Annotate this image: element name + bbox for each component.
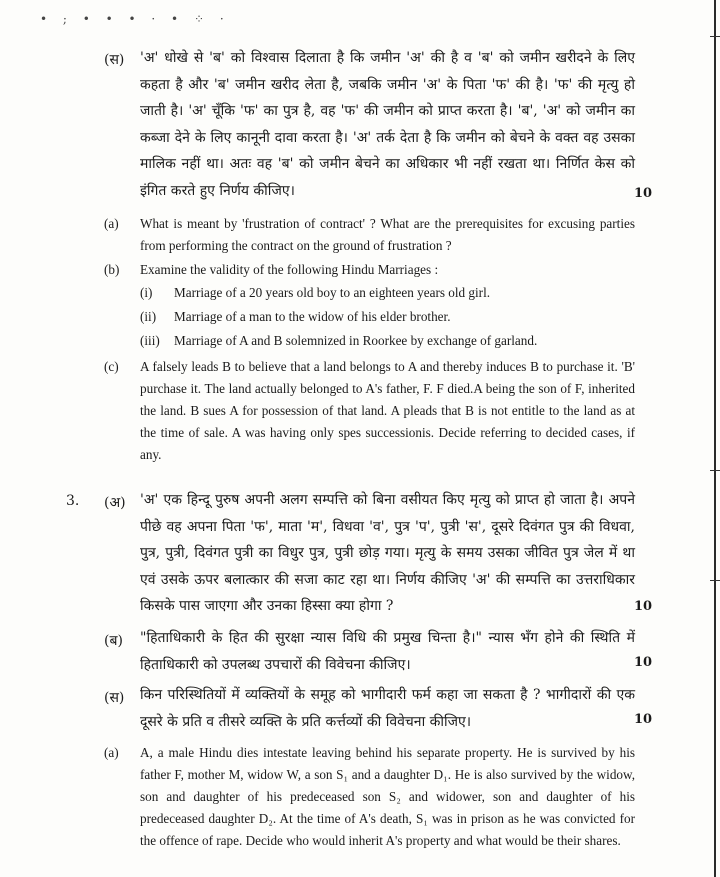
question-text: A falsely leads B to believe that a land belongs to A and thereby induces B to purchase it. 'B' purchase it. The land actually belonged to A's father, F. F died.A being the son of F, inherited the land. B sues A for possession of that land. A pleads that B is not entitle to the land as at the time of sale. A was having only spes successionis. Decide referring to decided cases, if any.	[140, 359, 635, 462]
part-label: (c)	[104, 359, 119, 374]
item-number: (iii)	[140, 333, 160, 348]
part-label: (ब)	[104, 633, 123, 649]
item-number: (ii)	[140, 309, 157, 324]
marks: 10	[634, 186, 653, 201]
part-label: (स)	[104, 52, 125, 68]
question-text: "हिताधिकारी के हित की सुरक्षा न्यास विधि की प्रमुख चिन्ता है।" न्यास भँग होने की स्थिति में हिताधिकारी को उपलब्ध उपचारों की विवेचना कीजिए।	[140, 630, 635, 673]
part-label: (b)	[104, 262, 120, 277]
part-label: (स)	[104, 690, 125, 706]
item-text: Marriage of A and B solemnized in Roorkee by exchange of garland.	[174, 333, 538, 348]
question-text: 'अ' एक हिन्दू पुरुष अपनी अलग सम्पत्ति को बिना वसीयत किए मृत्यु को प्राप्त हो जाता है। अपने पीछे वह अपना पिता 'फ', माता 'म', विधवा 'व', पुत्र 'प', पुत्री 'स', दूसरे दिवंगत पुत्र की विधवा, पुत्र, पुत्री, दिवंगत पुत्री का विधुर पुत्र, पुत्री छोड़ गया। मृत्यु के समय उसका जीवित पुत्र जेल में था एवं उसके ऊपर बलात्कार की सजा काट रहा था। निर्णय कीजिए 'अ' की सम्पत्ति का उत्तराधिकार किसके पास जाएगा और उनका हिस्सा क्या होगा ?	[140, 492, 635, 614]
question-text: किन परिस्थितियों में व्यक्तियों के समूह को भागीदारी फर्म कहा जा सकता है ? भागीदारों की एक दूसरे के प्रति व तीसरे व्यक्ति के प्रति कर्त्तव्यों की विवेचना कीजिए।	[140, 687, 635, 730]
question-text: A, a male Hindu dies intestate leaving behind his separate property. He is survived by his father F, mother M, widow W, a son S₁ and a daughter D₁. He is also survived by the widow, son and daughter of his predeceased son S₂ and widower, son and daughter of his predeceased daughter D₂. At the time of A's death, S₁ was in prison as he was convicted for the offence of rape. Decide who would inherit A's property and what would be their shares.	[140, 745, 635, 848]
edge-tick	[710, 36, 720, 37]
question-text: What is meant by 'frustration of contract' ? What are the prerequisites for excusing parties from performing the contract on the ground of frustration ?	[140, 216, 635, 253]
item-number: (i)	[140, 285, 153, 300]
item-text: Marriage of a 20 years old boy to an eighteen years old girl.	[174, 285, 491, 300]
edge-tick	[710, 580, 720, 581]
part-label: (अ)	[104, 495, 126, 511]
page-edge-line	[714, 0, 716, 877]
question-number: 3.	[66, 493, 80, 509]
marks: 10	[634, 712, 653, 727]
marks: 10	[634, 655, 653, 670]
item-text: Marriage of a man to the widow of his elder brother.	[174, 309, 451, 324]
list-item	[140, 333, 537, 349]
part-label: (a)	[104, 216, 119, 231]
question-text: 'अ' धोखे से 'ब' को विश्वास दिलाता है कि जमीन 'अ' की है व 'ब' को जमीन खरीदने के लिए कहता है और 'ब' जमीन खरीद लेता है, जबकि जमीन 'अ' के पिता 'फ' की है। 'फ' की मृत्यु हो जाती है। 'अ' चूँकि 'फ' का पुत्र है, वह 'फ' की जमीन को प्राप्त करता है। 'ब', 'अ' को जमीन का कब्जा देने के लिए कानूनी दावा करता है। 'अ' तर्क देता है कि जमीन को बेचने के वक्त वह उसका मालिक नहीं था। अतः वह 'ब' को जमीन बेचने का अधिकार भी नहीं रखता था। निर्णित केस को इंगित करते हुए निर्णय कीजिए।	[140, 50, 635, 199]
edge-tick	[710, 470, 720, 471]
part-label: (a)	[104, 745, 119, 760]
question-text: Examine the validity of the following Hindu Marriages :	[140, 262, 439, 277]
list-item	[140, 309, 451, 325]
list-item	[140, 285, 490, 301]
marks: 10	[634, 599, 653, 614]
scan-specks: • ; • • • · • ⁘ ·	[40, 12, 230, 26]
